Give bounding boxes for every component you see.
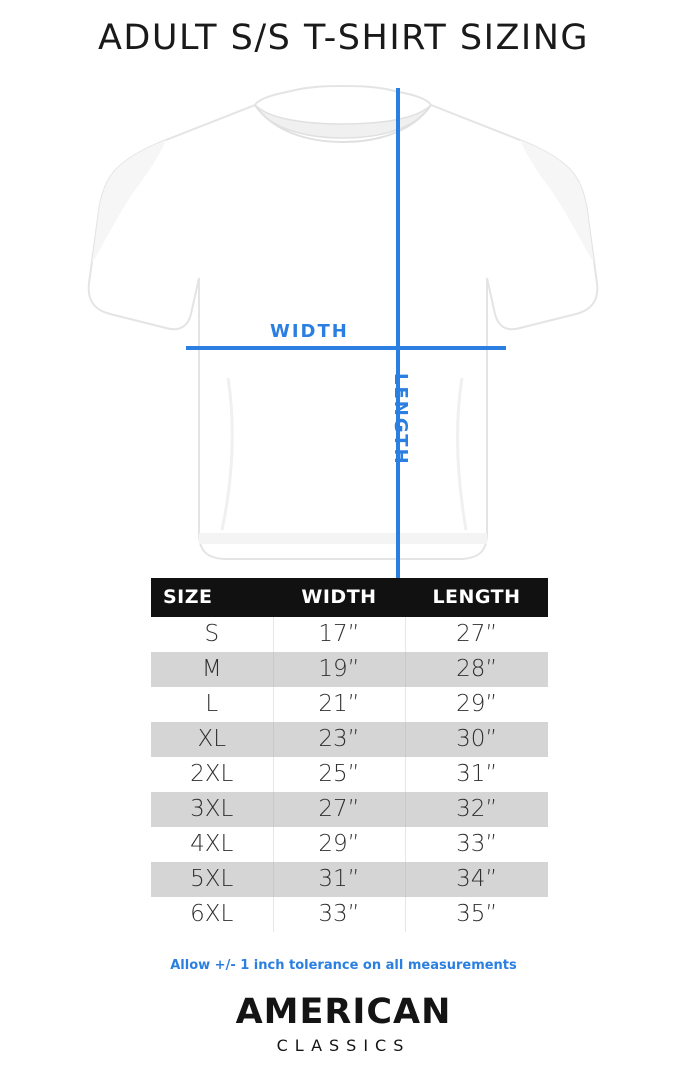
brand-name: AMERICAN bbox=[235, 992, 452, 1032]
size-table-body bbox=[151, 617, 548, 932]
cell-width: 33” bbox=[273, 897, 405, 932]
cell-size: 5XL bbox=[151, 862, 273, 897]
cell-length: 30” bbox=[405, 722, 548, 757]
shirt-diagram bbox=[0, 78, 687, 573]
table-row bbox=[151, 617, 548, 652]
table-row bbox=[151, 687, 548, 722]
cell-size: 6XL bbox=[151, 897, 273, 932]
cell-width: 27” bbox=[273, 792, 405, 827]
cell-length: 35” bbox=[405, 897, 548, 932]
width-label: WIDTH bbox=[270, 321, 349, 342]
cell-width: 23” bbox=[273, 722, 405, 757]
header-width: WIDTH bbox=[273, 578, 405, 617]
cell-length: 28” bbox=[405, 652, 548, 687]
table-row bbox=[151, 792, 548, 827]
cell-length: 29” bbox=[405, 687, 548, 722]
cell-size: 3XL bbox=[151, 792, 273, 827]
table-row bbox=[151, 897, 548, 932]
length-measure-line bbox=[396, 88, 400, 578]
size-table-head bbox=[151, 578, 548, 617]
cell-width: 25” bbox=[273, 757, 405, 792]
header-length: LENGTH bbox=[405, 578, 548, 617]
cell-size: L bbox=[151, 687, 273, 722]
cell-length: 34” bbox=[405, 862, 548, 897]
brand-tagline: CLASSICS bbox=[276, 1036, 411, 1055]
cell-width: 17” bbox=[273, 617, 405, 652]
cell-width: 19” bbox=[273, 652, 405, 687]
table-row bbox=[151, 652, 548, 687]
table-header-row bbox=[151, 578, 548, 617]
page-title: ADULT S/S T-SHIRT SIZING bbox=[97, 18, 590, 58]
header-size: SIZE bbox=[151, 578, 273, 617]
length-label: LENGTH bbox=[390, 373, 411, 466]
width-measure-line bbox=[186, 346, 506, 350]
cell-width: 31” bbox=[273, 862, 405, 897]
cell-length: 31” bbox=[405, 757, 548, 792]
cell-size: M bbox=[151, 652, 273, 687]
size-table-container bbox=[151, 578, 536, 932]
table-row bbox=[151, 862, 548, 897]
cell-size: S bbox=[151, 617, 273, 652]
cell-length: 27” bbox=[405, 617, 548, 652]
cell-width: 29” bbox=[273, 827, 405, 862]
table-row bbox=[151, 722, 548, 757]
tolerance-note: Allow +/- 1 inch tolerance on all measurements bbox=[170, 958, 517, 973]
brand-logo bbox=[0, 992, 687, 1055]
cell-size: 2XL bbox=[151, 757, 273, 792]
size-table bbox=[151, 578, 548, 932]
table-row bbox=[151, 827, 548, 862]
cell-length: 33” bbox=[405, 827, 548, 862]
cell-size: XL bbox=[151, 722, 273, 757]
cell-width: 21” bbox=[273, 687, 405, 722]
cell-size: 4XL bbox=[151, 827, 273, 862]
cell-length: 32” bbox=[405, 792, 548, 827]
table-row bbox=[151, 757, 548, 792]
